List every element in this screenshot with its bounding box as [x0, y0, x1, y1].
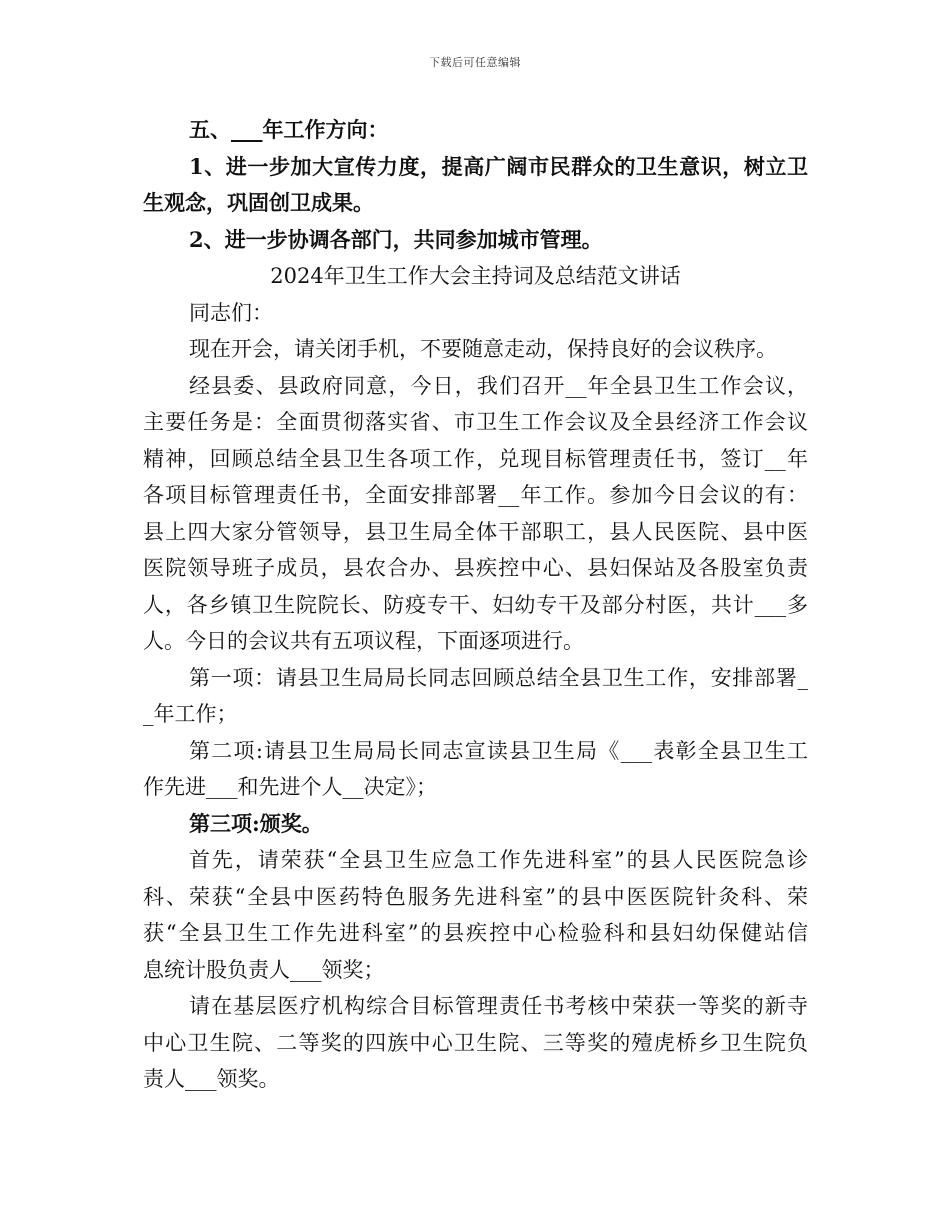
text-line: 2、进一步协调各部门，共同参加城市管理。: [189, 226, 603, 252]
text-line: 第一项：请县卫生局局长同志回顾总结全县卫生工作，安排部署_: [189, 665, 808, 690]
text-line: 生观念，巩固创卫成果。: [143, 190, 374, 215]
text-line: 请在基层医疗机构综合目标管理责任书考核中荣获一等奖的新寺: [189, 994, 808, 1018]
text-line: 五、___年工作方向：: [189, 117, 389, 142]
text-line: 1、进一步加大宣传力度，提高广阔市民群众的卫生意识，树立卫: [189, 153, 808, 179]
text-line: 医院领导班子成员，县农合办、县疾控中心、县妇保站及各股室负责: [143, 556, 808, 580]
text-line: 人，各乡镇卫生院院长、防疫专干、妇幼专干及部分村医，共计___多: [143, 592, 808, 617]
text-line: 经县委、县政府同意，今日，我们召开__年全县卫生工作会议，: [189, 373, 808, 398]
document-body: [143, 112, 808, 1098]
text-line: 县上四大家分管领导，县卫生局全体干部职工，县人民医院、县中医: [143, 519, 808, 544]
text-line: 各项目标管理责任书，全面安排部署__年工作。参加今日会议的有：: [143, 483, 808, 507]
text-line: 第二项:请县卫生局局长同志宣读县卫生局《___表彰全县卫生工: [189, 738, 808, 763]
text-line: 责人___领奖。: [143, 1067, 280, 1091]
text-line: 科、荣获“全县中医药特色服务先进科室”的县中医医院针灸科、荣: [143, 884, 808, 909]
text-line: 人。今日的会议共有五项议程，下面逐项进行。: [143, 629, 584, 653]
text-line: 中心卫生院、二等奖的四族中心卫生院、三等奖的殪虎桥乡卫生院负: [143, 1030, 808, 1055]
text-line: 主要任务是：全面贯彻落实省、市卫生工作会议及全县经济工作会议: [143, 410, 808, 434]
document-title: 2024年卫生工作大会主持词及总结范文讲话: [270, 264, 681, 288]
text-line: 首先，请荣获“全县卫生应急工作先进科室”的县人民医院急诊: [189, 848, 808, 872]
text-line: 同志们：: [189, 300, 273, 325]
text-line: 作先进___和先进个人__决定》；: [143, 775, 437, 799]
text-line: 第三项:颁奖。: [189, 810, 323, 836]
text-line: 获“全县卫生工作先进科室”的县疾控中心检验科和县妇幼保健站信: [143, 921, 808, 945]
text-line: 息统计股负责人___领奖；: [143, 957, 385, 982]
text-line: 现在开会，请关闭手机，不要随意走动，保持良好的会议秩序。: [189, 337, 777, 361]
text-line: 精神，回顾总结全县卫生各项工作，兑现目标管理责任书，签订__年: [143, 446, 808, 471]
page-header-note: 下载后可任意编辑: [429, 56, 521, 69]
text-line: _年工作；: [143, 702, 238, 726]
